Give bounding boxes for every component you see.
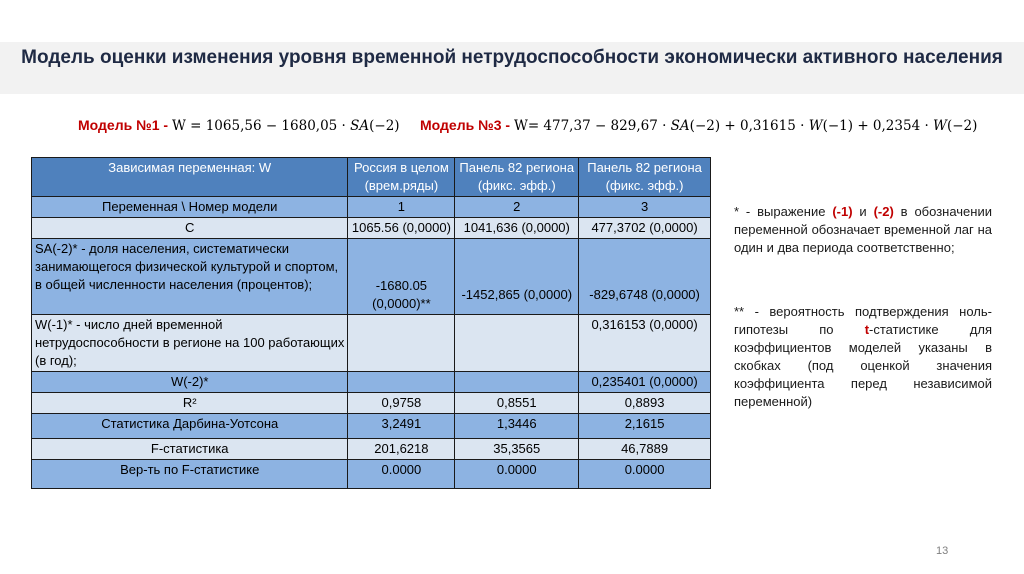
table-row — [32, 315, 711, 372]
row-label: SA(-2)* - доля населения, систематически занимающегося физической культурой и спортом, в общей численности населения (процентов); — [32, 239, 348, 315]
cell-value — [455, 372, 579, 393]
table-row — [32, 372, 711, 393]
cell-value: 3 — [579, 197, 711, 218]
table-row — [32, 460, 711, 489]
cell-value — [348, 315, 455, 372]
cell-value: 3,2491 — [348, 414, 455, 439]
cell-value: 1041,636 (0,0000) — [455, 218, 579, 239]
model-1-label: Модель №1 - — [78, 117, 169, 133]
row-label: R² — [32, 393, 348, 414]
model-3-equation: W= 477,37 − 829,67 · SA(−2) + 0,31615 · W(−1) + 0,2354 · W(−2) — [513, 118, 978, 134]
row-label: Вер-ть по F-статистике — [32, 460, 348, 489]
cell-value — [455, 315, 579, 372]
cell-value: 0,316153 (0,0000) — [579, 315, 711, 372]
cell-value — [348, 372, 455, 393]
cell-value: 0.0000 — [348, 460, 455, 489]
header-col-panel-1: Панель 82 региона (фикс. эфф.) — [455, 158, 579, 197]
cell-value: 1065.56 (0,0000) — [348, 218, 455, 239]
table-row — [32, 197, 711, 218]
page-number: 13 — [936, 545, 949, 557]
row-label: F-статистика — [32, 439, 348, 460]
model-3-formula — [420, 117, 977, 134]
cell-value: 477,3702 (0,0000) — [579, 218, 711, 239]
cell-value: 1 — [348, 197, 455, 218]
row-label: W(-1)* - число дней временной нетрудоспособности в регионе на 100 работающих (в год); — [32, 315, 348, 372]
model-1-formula — [78, 117, 400, 134]
cell-value: -1452,865 (0,0000) — [455, 239, 579, 315]
table-row — [32, 218, 711, 239]
table-header-row — [32, 158, 711, 197]
page-title: Модель оценки изменения уровня временной нетрудоспособности экономически активного населения — [21, 47, 1003, 68]
cell-value: 0,8551 — [455, 393, 579, 414]
cell-value: 35,3565 — [455, 439, 579, 460]
cell-value: 0,8893 — [579, 393, 711, 414]
table-row — [32, 393, 711, 414]
header-dependent-variable: Зависимая переменная: W — [32, 158, 348, 197]
cell-value: 201,6218 — [348, 439, 455, 460]
cell-value: 0,9758 — [348, 393, 455, 414]
cell-value: 0.0000 — [455, 460, 579, 489]
header-col-panel-2: Панель 82 региона (фикс. эфф.) — [579, 158, 711, 197]
row-label: Переменная \ Номер модели — [32, 197, 348, 218]
cell-value: 2 — [455, 197, 579, 218]
table-row — [32, 414, 711, 439]
regression-table — [31, 157, 711, 489]
row-label: W(-2)* — [32, 372, 348, 393]
cell-value: 0.0000 — [579, 460, 711, 489]
footnote-significance: ** - вероятность подтверждения ноль-гипотезы по t-статистике для коэффициентов моделей указаны в скобках (под оценкой значения коэффициента перед независимой переменной) — [734, 304, 992, 409]
table-row — [32, 239, 711, 315]
model-1-equation: W = 1065,56 − 1680,05 · SA(−2) — [171, 118, 400, 134]
footnote-lag: * - выражение (-1) и (-2) в обозначении переменной обозначает временной лаг на один и два периода соответственно; — [734, 204, 992, 255]
cell-value: -1680.05 (0,0000)** — [348, 239, 455, 315]
header-col-russia: Россия в целом (врем.ряды) — [348, 158, 455, 197]
cell-value: 2,1615 — [579, 414, 711, 439]
cell-value: 0,235401 (0,0000) — [579, 372, 711, 393]
table-row — [32, 439, 711, 460]
row-label: С — [32, 218, 348, 239]
row-label: Статистика Дарбина-Уотсона — [32, 414, 348, 439]
cell-value: 46,7889 — [579, 439, 711, 460]
cell-value: -829,6748 (0,0000) — [579, 239, 711, 315]
model-3-label: Модель №3 - — [420, 117, 511, 133]
cell-value: 1,3446 — [455, 414, 579, 439]
